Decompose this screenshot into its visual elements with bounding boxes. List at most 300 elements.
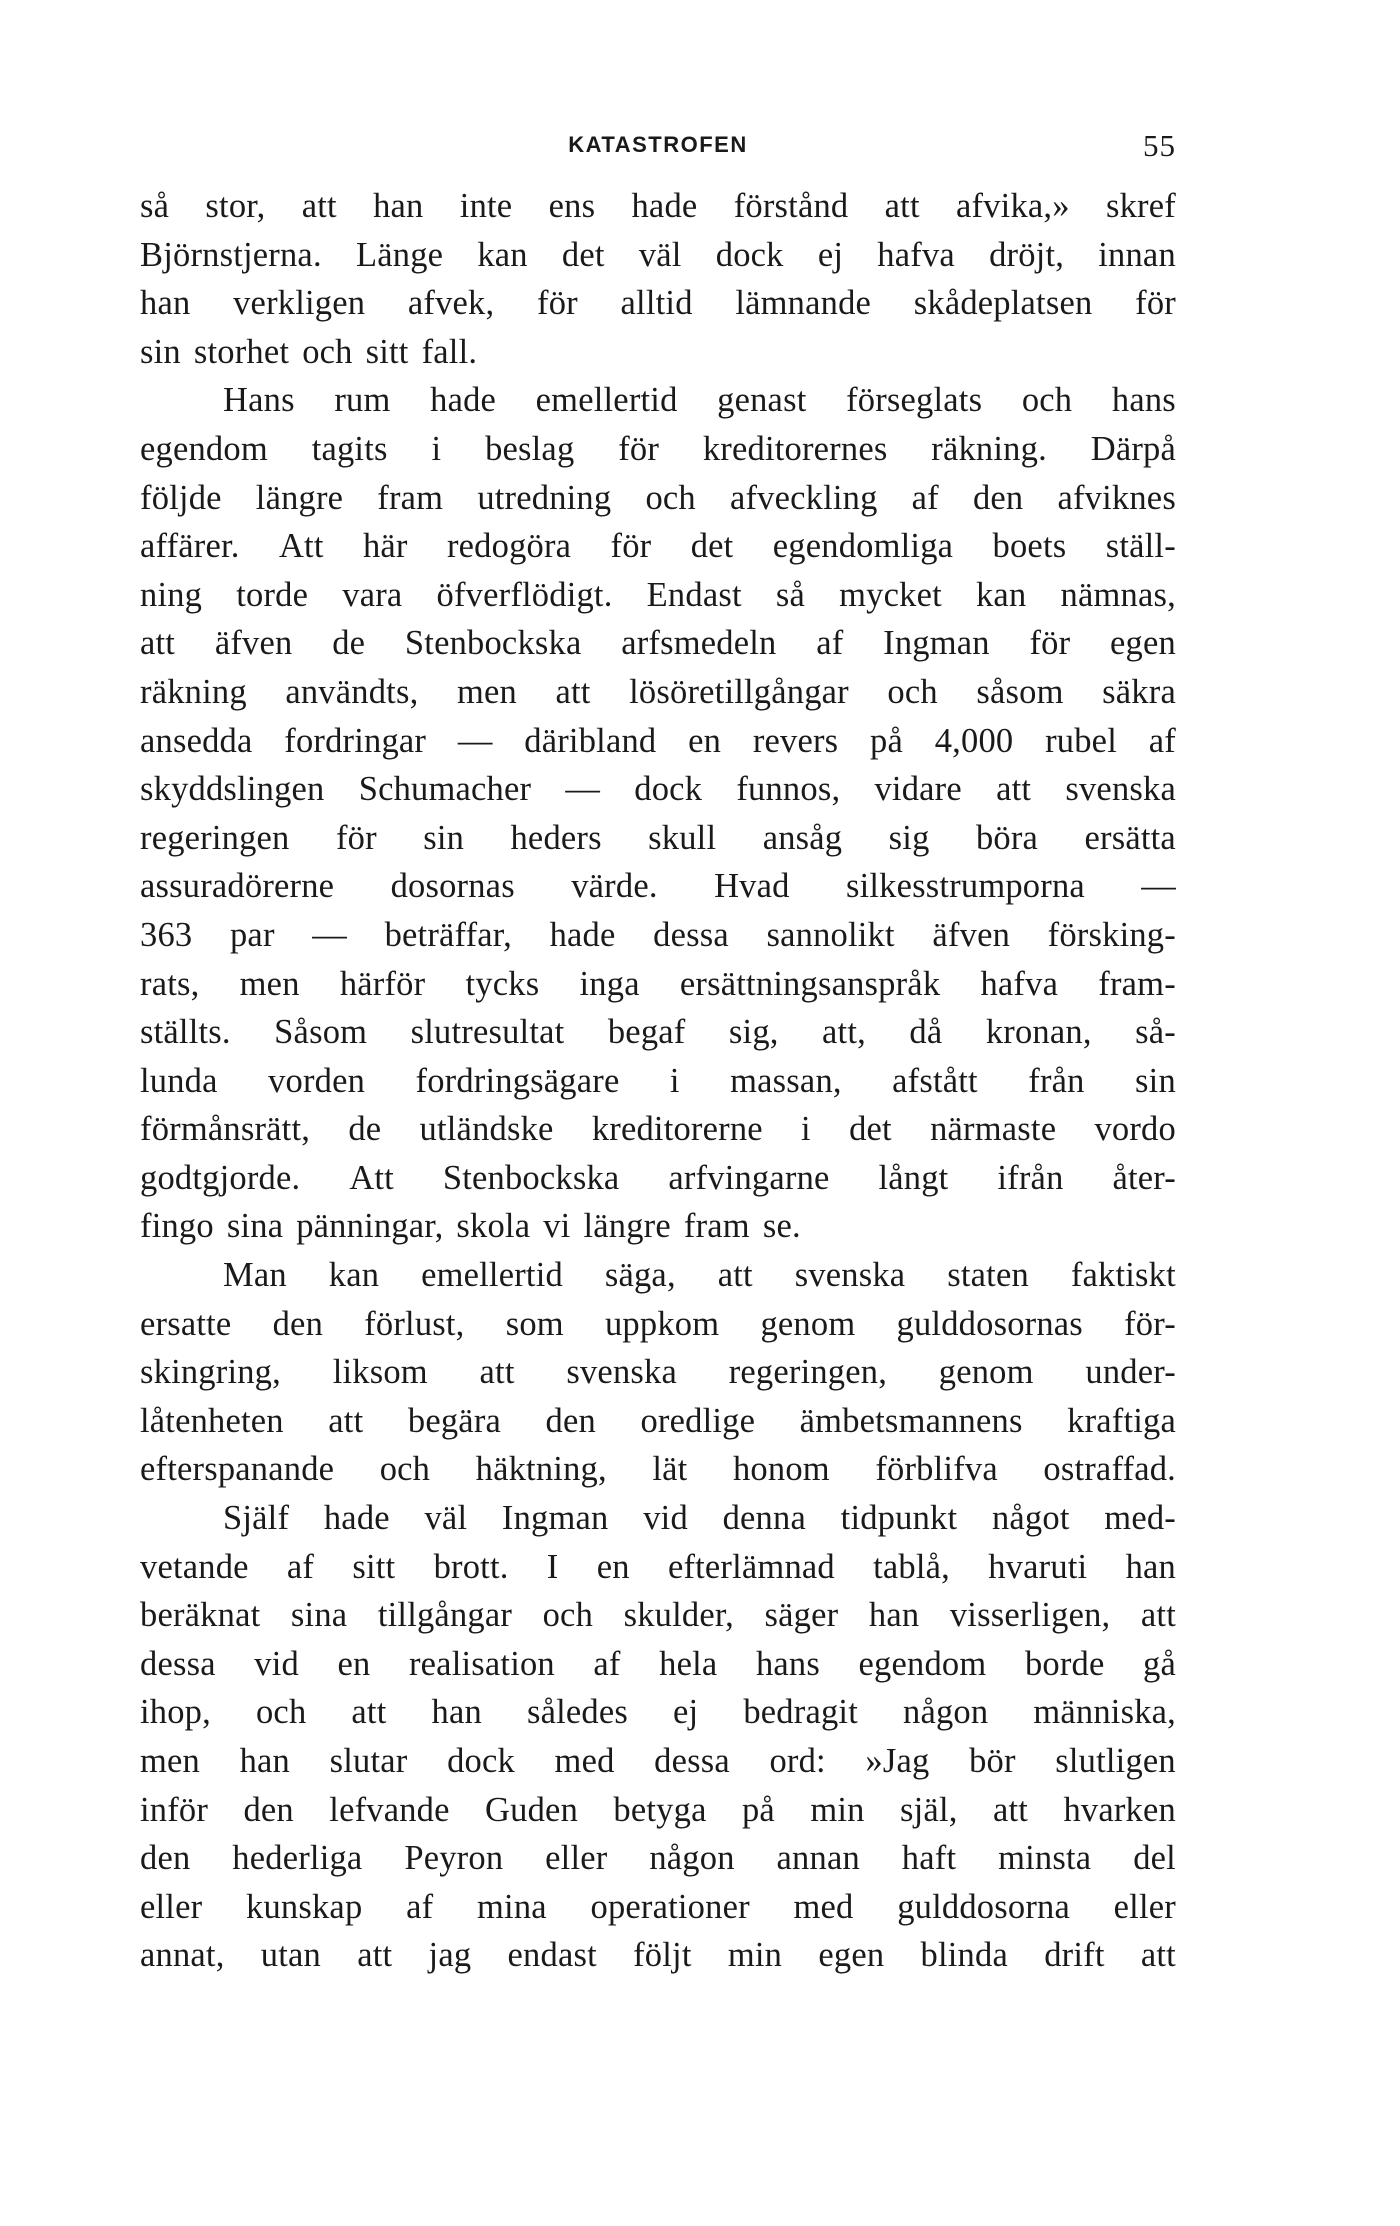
word: från xyxy=(1028,1061,1085,1100)
word: rum xyxy=(334,381,391,420)
word: den xyxy=(140,1839,191,1878)
word: boets xyxy=(992,527,1067,566)
word: dosornas xyxy=(390,867,515,906)
word: af xyxy=(816,624,844,663)
word: att xyxy=(479,1353,515,1392)
word: såsom xyxy=(976,672,1064,711)
word: heders xyxy=(510,818,602,857)
word: Stenbockska xyxy=(404,624,582,663)
word: lät xyxy=(652,1450,688,1489)
word: jag xyxy=(428,1936,472,1975)
text-line xyxy=(140,1543,1176,1592)
word: kunskap xyxy=(246,1887,363,1926)
word: skyddslingen xyxy=(140,770,325,809)
text-line xyxy=(140,1688,1176,1737)
word: min xyxy=(810,1790,865,1829)
word: af xyxy=(406,1887,434,1926)
word: operationer xyxy=(590,1887,750,1926)
word: med xyxy=(793,1887,854,1926)
word: de xyxy=(332,624,366,663)
text-line xyxy=(140,1494,1176,1543)
word: för- xyxy=(1124,1304,1176,1343)
word: borde xyxy=(1024,1644,1105,1683)
word: se. xyxy=(762,1207,801,1246)
text-line xyxy=(140,1397,1176,1446)
word: emellertid xyxy=(421,1256,563,1295)
word: funnos, xyxy=(736,770,841,809)
word: slutresultat xyxy=(410,1013,565,1052)
word: hade xyxy=(430,381,497,420)
word: för xyxy=(1135,284,1176,323)
word: dock xyxy=(634,770,703,809)
word: långt xyxy=(878,1158,949,1197)
word: för xyxy=(537,284,578,323)
word: 363 xyxy=(140,915,193,954)
word: sina xyxy=(226,1207,284,1246)
word: kreditorernes xyxy=(702,429,888,468)
text-line xyxy=(140,1348,1176,1397)
word: svenska xyxy=(794,1256,906,1295)
word: men xyxy=(456,672,517,711)
word: eller xyxy=(1113,1887,1176,1926)
word: arfvingarne xyxy=(668,1158,830,1197)
text-line xyxy=(140,1931,1176,1980)
text-line xyxy=(140,1786,1176,1835)
word: ansåg xyxy=(762,818,843,857)
word: eller xyxy=(140,1887,203,1926)
text-line xyxy=(140,765,1176,814)
word: par xyxy=(229,915,275,954)
word: slutligen xyxy=(1055,1742,1176,1780)
word: att xyxy=(140,624,176,663)
word: vorden xyxy=(268,1061,366,1100)
word: fingo xyxy=(140,1207,214,1246)
word: då xyxy=(909,1013,943,1052)
word: hederliga xyxy=(232,1839,363,1878)
word: affärer. xyxy=(140,527,240,566)
word: lunda xyxy=(140,1061,218,1100)
word: — xyxy=(312,915,347,954)
text-line xyxy=(140,1834,1176,1883)
word: I xyxy=(546,1547,559,1586)
word: närmaste xyxy=(930,1110,1057,1149)
word: försking- xyxy=(1047,915,1176,954)
word: sina xyxy=(290,1596,348,1635)
word: Hans xyxy=(223,381,295,420)
word: sitt xyxy=(365,332,409,371)
word: svenska xyxy=(566,1353,677,1392)
text-line xyxy=(140,1300,1176,1349)
word: afstått xyxy=(892,1061,978,1100)
word: mycket xyxy=(839,575,942,614)
word: skulder, xyxy=(623,1596,734,1635)
word: och xyxy=(379,1450,431,1489)
word: skref xyxy=(1105,187,1176,225)
word: Schumacher xyxy=(358,770,532,809)
text-line xyxy=(140,1883,1176,1932)
word: alltid xyxy=(620,284,693,323)
word: storhet xyxy=(193,332,290,371)
word: användts, xyxy=(285,672,419,711)
word: att xyxy=(357,1936,393,1975)
word: honom xyxy=(732,1450,830,1489)
word: nämnas, xyxy=(1060,575,1176,614)
text-line xyxy=(140,960,1176,1009)
word: häktning, xyxy=(475,1450,607,1489)
word: slutar xyxy=(329,1742,408,1780)
word: skingring, xyxy=(140,1353,281,1392)
word: Att xyxy=(349,1158,394,1197)
word: för xyxy=(1029,624,1071,663)
word: vid xyxy=(254,1644,299,1683)
word: vid xyxy=(643,1499,688,1538)
word: räkning. xyxy=(931,429,1047,468)
word: liksom xyxy=(332,1353,428,1392)
word: för xyxy=(335,818,377,857)
word: Själf xyxy=(223,1499,290,1538)
text-line xyxy=(140,182,1176,231)
word: i xyxy=(431,429,442,468)
word: men xyxy=(239,964,300,1003)
word: hela xyxy=(659,1644,718,1683)
word: böra xyxy=(975,818,1039,857)
word: dessa xyxy=(140,1644,216,1683)
word: innan xyxy=(1098,235,1176,274)
word: Guden xyxy=(485,1790,579,1829)
word: tillgångar xyxy=(377,1596,513,1635)
word: själ, xyxy=(900,1790,958,1829)
word: väl xyxy=(424,1499,468,1538)
word: gulddosorna xyxy=(897,1887,1070,1926)
word: realisation xyxy=(408,1644,555,1683)
word: staten xyxy=(947,1256,1029,1295)
word: tycks xyxy=(465,964,540,1003)
word: redogöra xyxy=(446,527,572,566)
word: för xyxy=(618,429,660,468)
word: genom xyxy=(760,1304,856,1343)
word: oredlige xyxy=(640,1401,756,1440)
word: egen xyxy=(818,1936,885,1975)
text-line xyxy=(140,1737,1176,1786)
text-line xyxy=(140,1154,1176,1203)
text-line xyxy=(140,522,1176,571)
word: hans xyxy=(1111,381,1176,420)
word: på xyxy=(870,721,903,760)
word: ersättningsanspråk xyxy=(679,964,941,1003)
word: öfverflödigt. xyxy=(436,575,613,614)
word: af xyxy=(911,478,939,517)
word: något xyxy=(991,1499,1070,1538)
word: människa, xyxy=(1033,1693,1176,1732)
word: rats, xyxy=(140,964,200,1003)
word: dessa xyxy=(653,915,729,954)
text-line xyxy=(140,571,1176,620)
word: och xyxy=(302,332,353,371)
word: ord: xyxy=(769,1742,826,1780)
word: hafva xyxy=(877,235,955,274)
word: som xyxy=(505,1304,564,1343)
word: så xyxy=(775,575,806,614)
word: den xyxy=(243,1790,294,1829)
word: den xyxy=(272,1304,324,1343)
word: sannolikt xyxy=(766,915,895,954)
word: vidare xyxy=(874,770,962,809)
word: efterlämnad xyxy=(667,1547,835,1586)
word: hvarken xyxy=(1063,1790,1176,1829)
word: genast xyxy=(717,381,807,420)
word: det xyxy=(690,527,734,566)
word: de xyxy=(348,1110,382,1149)
word: ning xyxy=(140,575,203,614)
word: att xyxy=(996,770,1032,809)
word: säga, xyxy=(604,1256,676,1295)
word: stor, xyxy=(205,187,266,225)
word: han xyxy=(1125,1547,1176,1586)
word: inför xyxy=(140,1790,209,1829)
word: mina xyxy=(477,1887,547,1926)
word: massan, xyxy=(730,1061,842,1100)
word: att xyxy=(555,672,591,711)
word: ihop, xyxy=(140,1693,211,1732)
text-line xyxy=(140,474,1176,523)
word: skådeplatsen xyxy=(913,284,1093,323)
word: Björnstjerna. xyxy=(140,235,322,274)
word: egendom xyxy=(858,1644,987,1683)
word: fall. xyxy=(421,332,478,371)
word: ej xyxy=(673,1693,699,1732)
word: utan xyxy=(260,1936,321,1975)
word: dröjt, xyxy=(989,235,1065,274)
word: så- xyxy=(1135,1013,1176,1052)
text-line xyxy=(140,376,1176,425)
word: assuradörerne xyxy=(140,867,335,906)
word: vetande xyxy=(140,1547,249,1586)
running-head xyxy=(140,130,1176,170)
text-line xyxy=(140,328,1176,377)
word: och xyxy=(255,1693,307,1732)
word: förseglats xyxy=(846,381,983,420)
word: hans xyxy=(755,1644,820,1683)
word: skull xyxy=(648,818,717,857)
word: gå xyxy=(1143,1644,1176,1683)
word: i xyxy=(801,1110,811,1149)
word: egendomliga xyxy=(772,527,954,566)
word: väl xyxy=(638,235,682,274)
word: Ingman xyxy=(883,624,990,663)
word: del xyxy=(1133,1839,1176,1878)
word: — xyxy=(457,721,493,760)
word: ämbetsmannens xyxy=(799,1401,1023,1440)
word: säkra xyxy=(1102,672,1176,711)
word: äfven xyxy=(932,915,1011,954)
word: och xyxy=(1021,381,1073,420)
word: genom xyxy=(938,1353,1034,1392)
word: bör xyxy=(969,1742,1016,1780)
word: en xyxy=(688,721,722,760)
word: efterspanande xyxy=(140,1450,335,1489)
word: att xyxy=(1140,1596,1176,1635)
word: inte xyxy=(459,187,513,225)
word: med- xyxy=(1104,1499,1176,1538)
word: låtenheten xyxy=(140,1401,284,1440)
word: ifrån xyxy=(997,1158,1064,1197)
word: beträffar, xyxy=(384,915,512,954)
word: minsta xyxy=(998,1839,1092,1878)
word: fram- xyxy=(1098,964,1176,1003)
word: af xyxy=(593,1644,621,1683)
word: säger xyxy=(764,1596,839,1635)
body-text xyxy=(140,182,1176,1980)
word: kronan, xyxy=(985,1013,1092,1052)
word: fordringsägare xyxy=(415,1061,620,1100)
word: egendom xyxy=(140,429,268,468)
word: emellertid xyxy=(535,381,678,420)
word: förmånsrätt, xyxy=(140,1110,311,1149)
word: sin xyxy=(140,332,181,371)
word: tidpunkt xyxy=(840,1499,958,1538)
word: regeringen xyxy=(140,818,290,857)
word: — xyxy=(565,770,601,809)
word: uppkom xyxy=(604,1304,720,1343)
text-line xyxy=(140,425,1176,474)
word: visserligen, xyxy=(949,1596,1111,1635)
text-line xyxy=(140,1008,1176,1057)
word: Ingman xyxy=(501,1499,609,1538)
word: att xyxy=(717,1256,753,1295)
book-page xyxy=(140,130,1176,1980)
word: hade xyxy=(549,915,616,954)
word: silkesstrumporna xyxy=(845,867,1085,906)
word: han xyxy=(140,284,191,323)
text-line xyxy=(140,1105,1176,1154)
word: däribland xyxy=(524,721,657,760)
word: ens xyxy=(548,187,596,225)
word: kan xyxy=(477,235,528,274)
word: för xyxy=(610,527,652,566)
text-line xyxy=(140,911,1176,960)
word: så xyxy=(140,187,170,225)
word: lämnande xyxy=(735,284,872,323)
word: denna xyxy=(722,1499,806,1538)
word: — xyxy=(1141,867,1176,906)
word: med xyxy=(554,1742,615,1780)
running-title: KATASTROFEN xyxy=(568,132,748,157)
word: »Jag xyxy=(865,1742,930,1780)
word: endast xyxy=(507,1936,597,1975)
word: ej xyxy=(817,235,844,274)
word: någon xyxy=(903,1693,989,1732)
word: bedragit xyxy=(743,1693,858,1732)
word: längre xyxy=(255,478,344,517)
word: ersatte xyxy=(140,1304,232,1343)
text-line xyxy=(140,1057,1176,1106)
word: Man xyxy=(223,1256,287,1295)
word: men xyxy=(140,1742,200,1780)
word: af xyxy=(1148,721,1176,760)
word: afvek, xyxy=(407,284,495,323)
word: egen xyxy=(1110,624,1176,663)
word: ställ- xyxy=(1105,527,1176,566)
word: betyga xyxy=(613,1790,707,1829)
word: Såsom xyxy=(274,1013,368,1052)
word: beslag xyxy=(485,429,575,468)
word: under- xyxy=(1085,1353,1176,1392)
text-line xyxy=(140,1202,1176,1251)
word: värde. xyxy=(571,867,658,906)
word: regeringen, xyxy=(728,1353,888,1392)
word: afveckling xyxy=(729,478,878,517)
word: torde xyxy=(236,575,309,614)
word: begaf xyxy=(607,1013,686,1052)
word: hafva xyxy=(980,964,1059,1003)
word: han xyxy=(239,1742,291,1780)
word: åter- xyxy=(1112,1158,1176,1197)
word: 4,000 xyxy=(934,721,1014,760)
word: sig xyxy=(888,818,930,857)
text-line xyxy=(140,231,1176,280)
text-line xyxy=(140,717,1176,766)
text-line xyxy=(140,814,1176,863)
word: i xyxy=(669,1061,680,1100)
word: sin xyxy=(423,818,465,857)
text-line xyxy=(140,279,1176,328)
text-line xyxy=(140,1251,1176,1300)
word: verkligen xyxy=(233,284,366,323)
word: ställts. xyxy=(140,1013,231,1052)
word: förlust, xyxy=(364,1304,465,1343)
word: följt xyxy=(633,1936,692,1975)
word: pänningar, xyxy=(296,1207,444,1246)
word: Peyron xyxy=(404,1839,504,1878)
word: lösöretillgångar xyxy=(629,672,849,711)
word: han xyxy=(373,187,424,225)
word: att xyxy=(328,1401,364,1440)
word: här xyxy=(362,527,408,566)
text-line xyxy=(140,668,1176,717)
page-number: 55 xyxy=(1143,128,1176,163)
word: dock xyxy=(447,1742,515,1780)
word: den xyxy=(545,1401,596,1440)
word: begära xyxy=(407,1401,502,1440)
word: kreditorerne xyxy=(591,1110,763,1149)
word: någon xyxy=(649,1839,735,1878)
text-line xyxy=(140,619,1176,668)
word: vordo xyxy=(1094,1110,1176,1149)
word: äfven xyxy=(214,624,293,663)
text-line xyxy=(140,1640,1176,1689)
word: Därpå xyxy=(1090,429,1176,468)
word: fram xyxy=(683,1207,750,1246)
word: afviknes xyxy=(1057,478,1176,517)
text-line xyxy=(140,1445,1176,1494)
word: ersätta xyxy=(1084,818,1176,857)
word: arfsmedeln xyxy=(621,624,777,663)
word: kan xyxy=(975,575,1027,614)
word: en xyxy=(596,1547,630,1586)
word: således xyxy=(526,1693,628,1732)
word: haft xyxy=(901,1839,957,1878)
word: förblifva xyxy=(875,1450,998,1489)
word: af xyxy=(286,1547,315,1586)
word: härför xyxy=(339,964,426,1003)
word: sin xyxy=(1135,1061,1176,1100)
word: drift xyxy=(1044,1936,1105,1975)
word: brott. xyxy=(433,1547,509,1586)
word: att xyxy=(1140,1936,1176,1975)
word: att xyxy=(992,1790,1029,1829)
text-line xyxy=(140,862,1176,911)
word: utländske xyxy=(419,1110,554,1149)
